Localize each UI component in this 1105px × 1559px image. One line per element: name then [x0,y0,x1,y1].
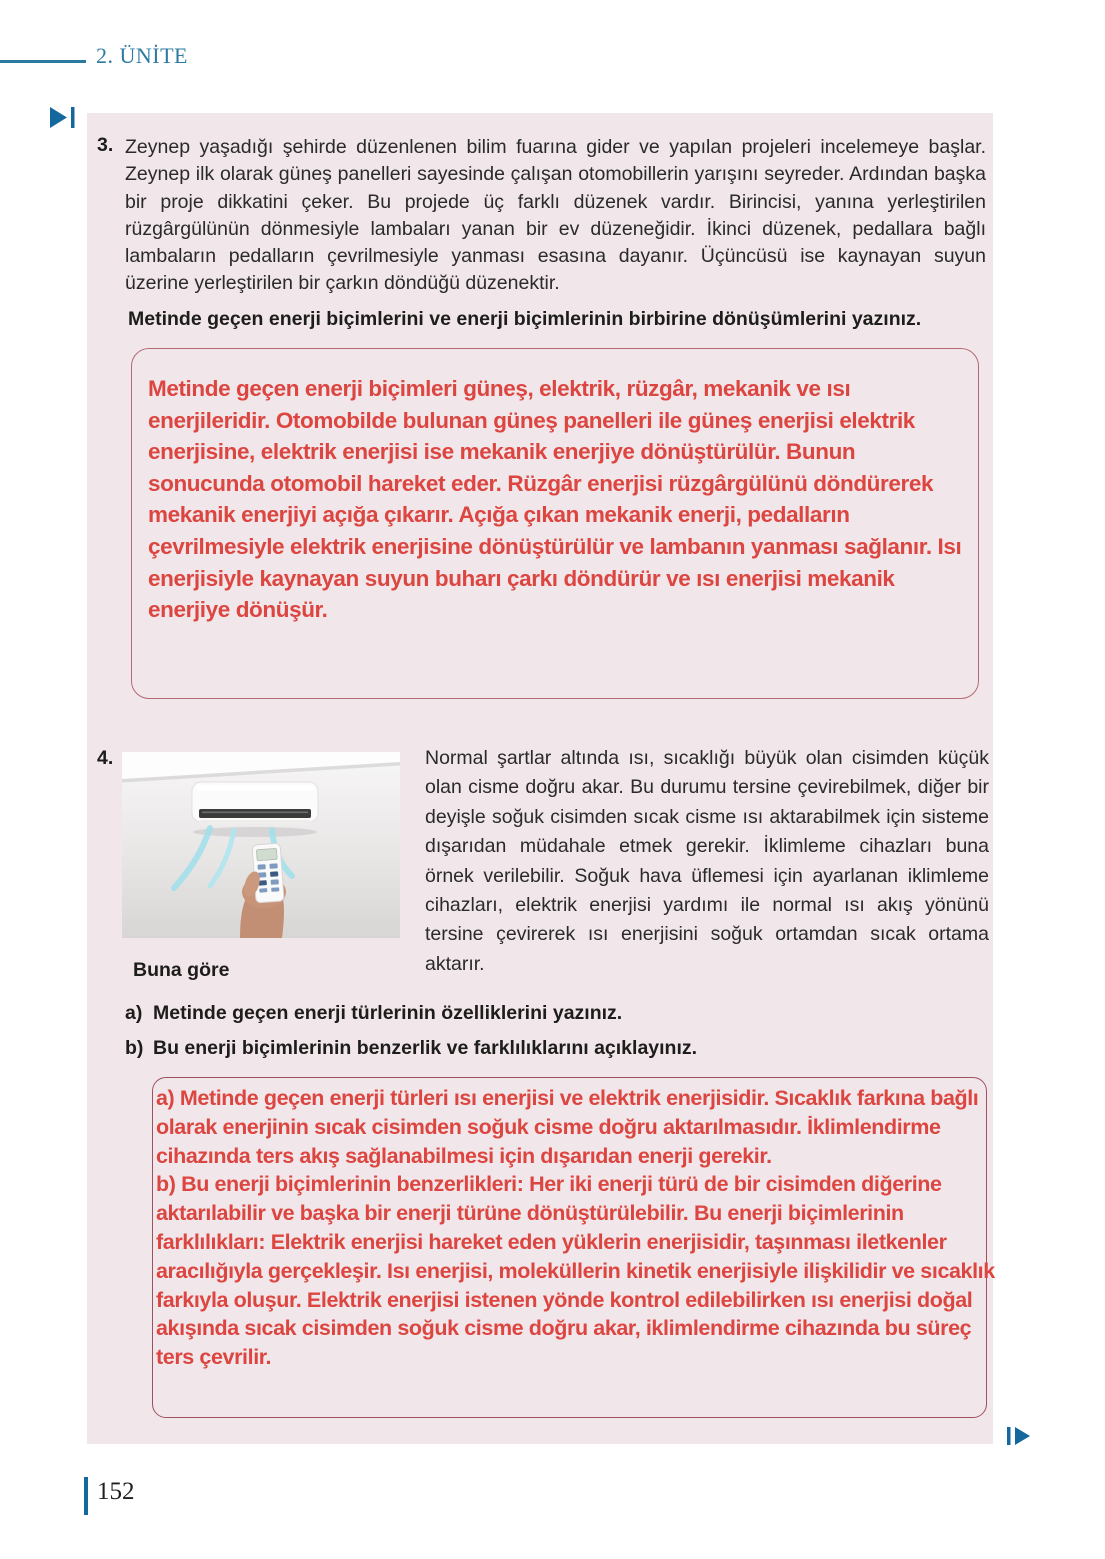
content-panel [87,113,993,1444]
air-conditioner-image [122,752,400,938]
question-4-text: Normal şartlar altında ısı, sıcaklığı büyük olan cisimden küçük olan cisme doğru akar. Bu durumu tersine çevirebilmek, diğer bir deyişle soğuk cisimden sıcak cisme ısı aktarabilmek için sisteme dışarıdan müdahale etmek gerekir. İklimleme cihazları buna örnek verilebilir. Soğuk hava üflemesi için ayarlanan iklimleme cihazları, elektrik enerjisi yardımı ile normal ısı akış yönünü tersine çevirerek ısı enerjisini soğuk ortamdan sıcak ortama aktarır. [425,747,989,975]
question-3-answer-text: Metinde geçen enerji biçimleri güneş, elektrik, rüzgâr, mekanik ve ısı enerjileridir. Otomobilde bulunan güneş panelleri ile güneş enerjisi elektrik enerjisine, elektrik enerjisi ise mekanik enerjiye dönüştürülür. Bunun sonucunda otomobil hareket eder. Rüzgâr enerjisi rüzgârgülünü döndürerek mekanik enerjiyi açığa çıkarır. Açığa çıkan mekanik enerji, pedalların çevrilmesiyle elektrik enerjisine dönüştürülür ve lambanın yanması sağlanır. Isı enerjisiyle kaynayan suyun buharı çarkı döndürür ve ısı enerjisi mekanik enerjiye dönüşür. [148,376,962,623]
question-3-text: Zeynep yaşadığı şehirde düzenlenen bilim fuarına gider ve yapılan projeleri incelemeye başlar. Zeynep ilk olarak güneş panelleri sayesinde çalışan otomobillerin yarışını seyreder. Ardından başka bir proje dikkatini çeker. Bu projede üç farklı düzenek vardır. Birincisi, yanına yerleştirilen rüzgârgülünün dönmesiyle lambaları yanan bir ev düzeneğidir. İkinci düzenek, pedallara bağlı lambaların pedalların çevrilmesiyle yanması esasına dayanır. Üçüncüsü ise kaynayan suyun üzerine yerleştirilen bir çarkın döndüğü düzenektir. [125,136,986,295]
question-4-answer-b: b) Bu enerji biçimlerinin benzerlikleri: Her iki enerji türü de bir cisimden diğerine aktarılabilir ve başka bir enerji türüne dönüştürülebilir. Bu enerji biçimlerinin farklılıkları: Elektrik enerjisi hareket eden yüklerin enerjisidir, taşınması iletkenler aracılığıyla gerçekleşir. Isı enerjisi, moleküllerin kinetik enerjisiyle ilişkilidir ve sıcaklık farkıyla oluşur. Elektrik enerjisi istenen yönde kontrol edilebilirken ısı enerjisi doğal akışında sıcak cisimden soğuk cisme doğru akar, iklimlendirme cihazında bu süreç ters çevrilir. [156,1172,995,1370]
question-4-answer-a: a) Metinde geçen enerji türleri ısı enerjisi ve elektrik enerjisidir. Sıcaklık farkına bağlı olarak enerjinin sıcak cisimden soğuk cisme doğru aktarılmasıdır. İklimlendirme cihazında ters akış sağlanabilmesi için dışarıdan enerji gerekir. [156,1086,979,1168]
question-4-answer-box [152,1077,995,1418]
question-3-answer-box [131,348,979,699]
item-b-text: Bu enerji biçimlerinin benzerlik ve farklılıklarını açıklayınız. [153,1037,698,1059]
item-a-text: Metinde geçen enerji türlerinin özelliklerini yazınız. [153,1002,623,1024]
question-4-item-b [125,1037,985,1060]
page-number: 152 [97,1478,135,1505]
item-a-label: a) [125,1002,143,1024]
bar-play-icon [1007,1427,1031,1446]
question-3-prompt: Metinde geçen enerji biçimlerini ve enerji biçimlerinin birbirine dönüşümlerini yazınız. [128,308,922,330]
item-b-label: b) [125,1037,144,1059]
page-number-rule [84,1477,88,1515]
question-4-item-a [125,1002,985,1025]
question-4-number: 4. [97,747,114,769]
question-3-number: 3. [97,134,114,156]
unit-header-rule [0,60,86,63]
unit-label: 2. ÜNİTE [96,43,188,68]
question-4-heading: Buna göre [133,959,230,981]
play-bar-icon [50,107,78,129]
